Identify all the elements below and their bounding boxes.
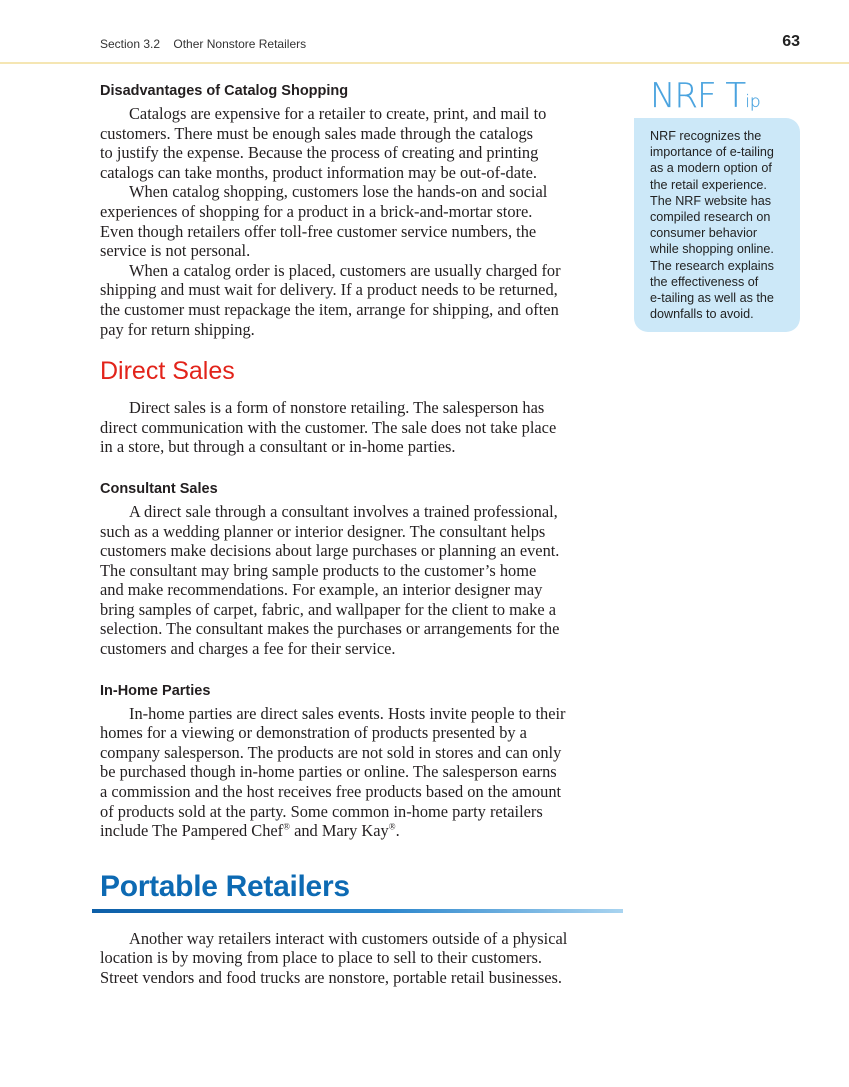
text-line: company salesperson. The products are not sold in stores and can only (100, 742, 562, 762)
section-number: Section 3.2 (100, 37, 161, 51)
tip-line: the retail experience. (650, 177, 767, 192)
heading-portable-retailers: Portable Retailers (100, 869, 350, 903)
paragraph-disadvantages-1 (100, 104, 620, 182)
tip-line: importance of e-tailing (650, 145, 774, 160)
tip-line: compiled research on (650, 210, 771, 225)
text-line: In-home parties are direct sales events. Hosts invite people to their (129, 703, 566, 723)
text-line: to justify the expense. Because the process of creating and printing (100, 143, 539, 163)
tip-line: The research explains (650, 258, 774, 273)
text-line: and make recommendations. For example, an interior designer may (100, 580, 543, 600)
text-line: catalogs can take months, product information may be out-of-date. (100, 162, 537, 182)
text-line: in a store, but through a consultant or in-home parties. (100, 437, 456, 457)
nrf-tip-sidebar (634, 78, 800, 332)
text-line: When catalog shopping, customers lose the hands-on and social (129, 182, 548, 202)
text-line: pay for return shipping. (100, 319, 255, 339)
text-line: direct communication with the customer. The sale does not take place (100, 417, 557, 437)
text-line: Street vendors and food trucks are nonstore, portable retail businesses. (100, 968, 562, 987)
tip-title-small: ip (745, 92, 761, 112)
heading-rule (92, 909, 623, 913)
text-line: shipping and must wait for delivery. If a product needs to be returned, (100, 280, 558, 300)
registered-mark: ® (388, 821, 396, 832)
text-line: of products sold at the party. Some common in-home party retailers (100, 801, 543, 821)
text-line: the customer must repackage the item, arrange for shipping, and often (100, 299, 559, 319)
tip-line: while shopping online. (650, 242, 774, 257)
text-line: The consultant may bring sample products to the customer’s home (100, 560, 537, 580)
tip-line: as a modern option of (650, 161, 772, 176)
nrf-tip-box (634, 118, 800, 332)
text-line: a commission and the host receives free products based on the amount (100, 782, 562, 802)
page-number: 63 (782, 33, 800, 50)
text-line: bring samples of carpet, fabric, and wallpaper for the client to make a (100, 599, 557, 619)
paragraph-consultant-sales (100, 502, 620, 659)
text-fragment: and Mary Kay (289, 821, 389, 841)
tip-line: NRF recognizes the (650, 129, 762, 143)
portable-heading-block (100, 869, 620, 919)
text-line (100, 821, 620, 841)
text-line: selection. The consultant makes the purchases or arrangements for the (100, 619, 560, 639)
tip-line: consumer behavior (650, 226, 758, 241)
tip-line: downfalls to avoid. (650, 307, 754, 322)
text-fragment: . (395, 821, 400, 841)
registered-mark: ® (283, 821, 290, 832)
text-line: When a catalog order is placed, customers are usually charged for (129, 260, 561, 280)
heading-consultant-sales: Consultant Sales (100, 480, 218, 497)
text-line: such as a wedding planner or interior designer. The consultant helps (100, 521, 546, 541)
main-column (100, 82, 620, 988)
text-line: be purchased though in-home parties or online. The salesperson earns (100, 762, 557, 782)
paragraph-in-home-parties (100, 704, 620, 841)
paragraph-portable-retailers (100, 929, 620, 988)
text-line: Direct sales is a form of nonstore retailing. The salesperson has (129, 398, 545, 418)
tip-line: the effectiveness of (650, 274, 759, 289)
tip-line: e-tailing as well as the (650, 291, 774, 306)
running-head-section (100, 37, 306, 51)
tip-line: The NRF website has (650, 193, 772, 208)
text-line: customers make decisions about large purchases or planning an event. (100, 541, 560, 561)
text-line: experiences of shopping for a product in a brick-and-mortar store. (100, 201, 533, 221)
tip-title-big: NRF T (650, 76, 746, 116)
heading-disadvantages: Disadvantages of Catalog Shopping (100, 83, 349, 99)
text-line: A direct sale through a consultant involves a trained professional, (129, 501, 558, 521)
text-line: Another way retailers interact with customers outside of a physical (129, 928, 568, 948)
section-title: Other Nonstore Retailers (173, 37, 307, 51)
heading-direct-sales: Direct Sales (100, 357, 235, 386)
text-line: location is by moving from place to place to sell to their customers. (100, 948, 542, 968)
text-line: Catalogs are expensive for a retailer to create, print, and mail to (129, 104, 547, 123)
text-line: service is not personal. (100, 241, 251, 261)
nrf-tip-title (650, 78, 800, 120)
text-line: homes for a viewing or demonstration of products presented by a (100, 723, 527, 743)
text-line: Even though retailers offer toll-free customer service numbers, the (100, 221, 537, 241)
text-line: customers and charges a fee for their service. (100, 639, 396, 659)
text-fragment: include The Pampered Chef (100, 821, 284, 841)
heading-in-home-parties: In-Home Parties (100, 682, 211, 699)
paragraph-direct-sales (100, 398, 620, 457)
running-head (0, 0, 849, 64)
paragraph-disadvantages-2 (100, 182, 620, 260)
paragraph-disadvantages-3 (100, 261, 620, 339)
text-line: customers. There must be enough sales made through the catalogs (100, 123, 534, 143)
